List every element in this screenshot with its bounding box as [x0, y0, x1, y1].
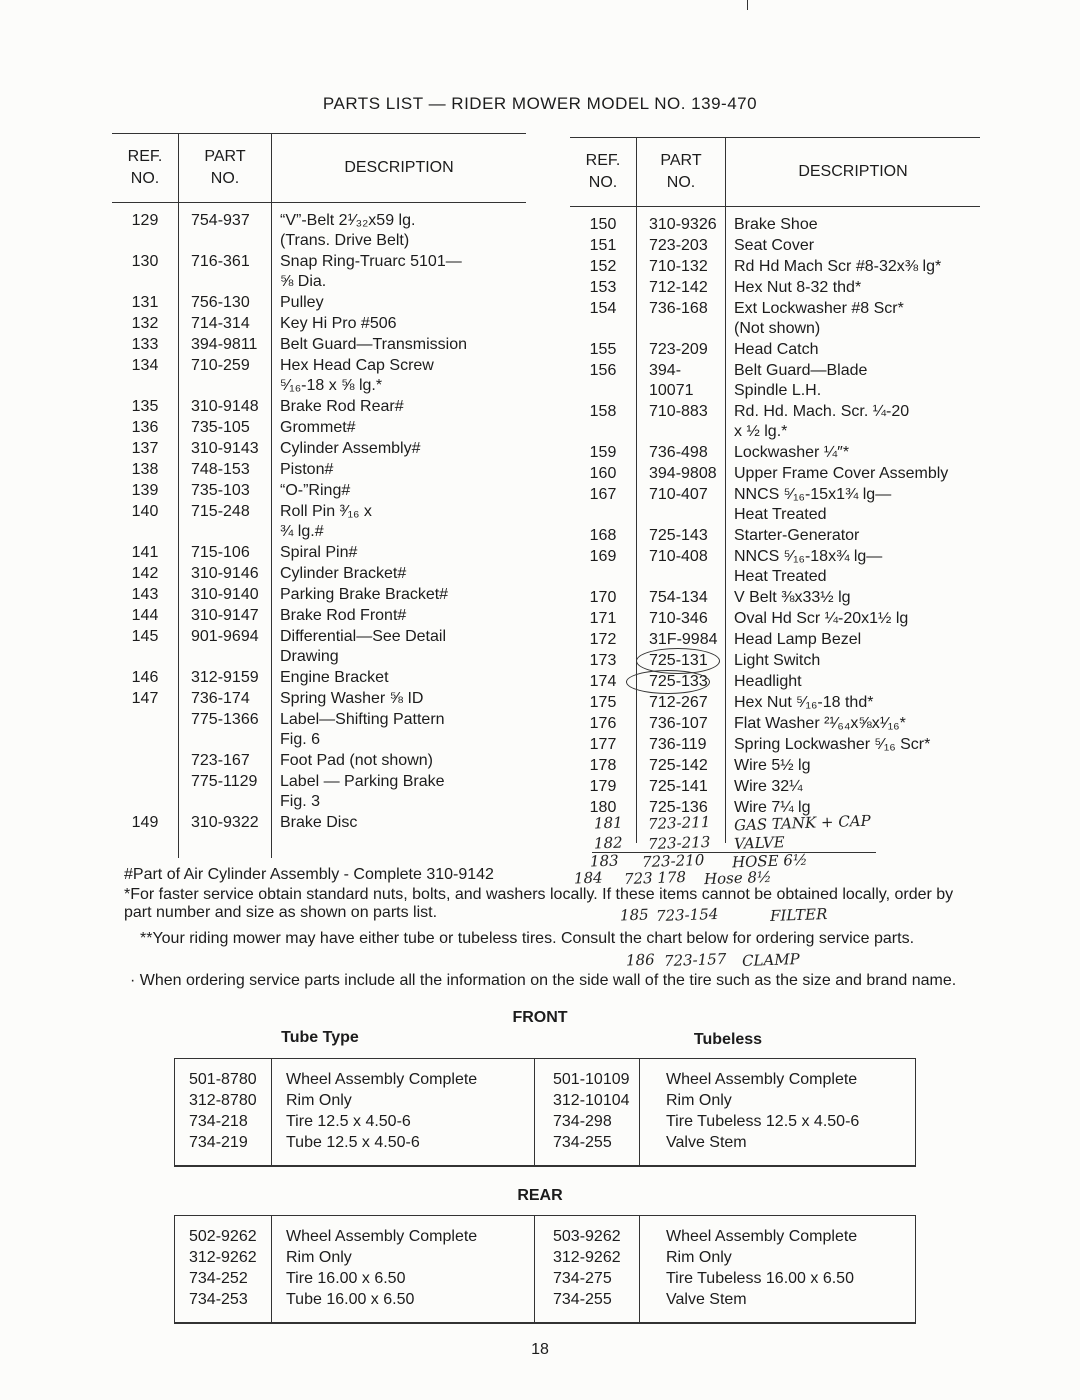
part-description: Hex Nut 8-32 thd*	[726, 278, 981, 299]
table-row	[570, 630, 980, 651]
ref-number: 141	[131, 544, 159, 561]
ref-number: 168	[589, 527, 617, 544]
table-row	[112, 481, 526, 502]
part-header: PART NO.	[179, 134, 272, 203]
part-description: Ext Lockwasher #8 Scr* (Not shown)	[726, 299, 981, 340]
part-header: PART NO.	[637, 138, 726, 207]
table-row	[175, 1216, 916, 1248]
handwritten-description: CLAMP	[741, 949, 801, 971]
part-number: 735-103	[179, 481, 272, 502]
ref-number	[112, 751, 179, 772]
part-description: Wire 5½ lg	[726, 756, 981, 777]
part-number: 310-9146	[179, 564, 272, 585]
tube-part-number: 734-218	[189, 1113, 248, 1130]
table-row	[570, 278, 980, 299]
handwritten-ref: 183	[589, 851, 619, 871]
ref-number: 170	[589, 589, 617, 606]
part-number: 712-267	[637, 693, 726, 714]
tube-description: Tube 12.5 x 4.50-6	[272, 1132, 535, 1166]
table-row	[570, 340, 980, 361]
ref-number: 155	[589, 341, 617, 358]
parts-list-left	[112, 203, 526, 859]
part-number: 754-937	[179, 203, 272, 253]
part-description: Rd Hd Mach Scr #8-32x⅜ lg*	[726, 257, 981, 278]
ref-number: 179	[589, 778, 617, 795]
part-description: Parking Brake Bracket#	[272, 585, 527, 606]
part-number: 736-119	[637, 735, 726, 756]
tube-part-number: 734-219	[189, 1134, 248, 1151]
part-number: 715-106	[179, 543, 272, 564]
scan-mark	[747, 0, 748, 10]
handwritten-ref: 185	[619, 905, 649, 925]
part-description: Spring Washer ⅝ ID	[272, 689, 527, 710]
part-number: 754-134	[637, 588, 726, 609]
tube-part-number: 734-253	[189, 1291, 248, 1308]
table-header	[112, 134, 526, 203]
part-description: NNCS ⁵⁄₁₆-18x¾ lg— Heat Treated	[726, 547, 981, 588]
handwritten-part: 723 178	[623, 867, 687, 889]
part-number: 31F-9984	[637, 630, 726, 651]
part-description: Spring Lockwasher ⁵⁄₁₆ Scr*	[726, 735, 981, 756]
ref-number: 143	[131, 586, 159, 603]
tubeless-part-number: 734-275	[535, 1268, 640, 1289]
table-row	[570, 588, 980, 609]
ref-number: 154	[589, 300, 617, 317]
ref-number: 175	[589, 694, 617, 711]
table-row	[112, 335, 526, 356]
ref-number: 158	[589, 403, 617, 420]
part-description: Lockwasher ¼″*	[726, 443, 981, 464]
table-row	[175, 1059, 916, 1091]
tubeless-part-number: 501-10109	[535, 1059, 640, 1091]
part-number: 310-9143	[179, 439, 272, 460]
ref-number: 169	[589, 548, 617, 565]
part-description: Starter-Generator	[726, 526, 981, 547]
handwritten-description: HOSE 6½	[731, 850, 808, 872]
ref-number: 149	[131, 814, 159, 831]
table-row	[175, 1268, 916, 1289]
ref-number: 180	[589, 799, 617, 816]
front-heading: FRONT	[512, 1009, 568, 1026]
tube-description: Tire 12.5 x 4.50-6	[272, 1111, 535, 1132]
ref-number	[112, 772, 179, 813]
part-number: 725-142	[637, 756, 726, 777]
ref-number: 140	[131, 503, 159, 520]
handwritten-ref: 182	[593, 833, 623, 853]
tubeless-description: Rim Only	[640, 1247, 916, 1268]
part-description: Snap Ring-Truarc 5101— ⅝ Dia.	[272, 252, 527, 293]
handwritten-part: 723-210	[641, 850, 705, 872]
part-description: “O-”Ring#	[272, 481, 527, 502]
ref-number	[112, 710, 179, 751]
tubeless-description: Wheel Assembly Complete	[640, 1216, 916, 1248]
table-row	[570, 299, 980, 340]
ref-number: 144	[131, 607, 159, 624]
part-description: Differential—See Detail Drawing	[272, 627, 527, 668]
handwritten-description: GAS TANK + CAP	[733, 811, 871, 835]
table-row	[112, 606, 526, 627]
part-description: Head Catch	[726, 340, 981, 361]
ref-number: 152	[589, 258, 617, 275]
part-description: Foot Pad (not shown)	[272, 751, 527, 772]
front-wheel-table	[174, 1058, 916, 1167]
handwritten-part: 723-211	[647, 812, 711, 834]
table-row	[112, 397, 526, 418]
part-description: Key Hi Pro #506	[272, 314, 527, 335]
table-row	[175, 1247, 916, 1268]
table-row	[570, 443, 980, 464]
part-description: Headlight	[726, 672, 981, 693]
part-description: Spiral Pin#	[272, 543, 527, 564]
tubeless-description: Valve Stem	[640, 1132, 916, 1166]
table-row	[112, 689, 526, 710]
ref-number: 171	[589, 610, 617, 627]
description-header: DESCRIPTION	[272, 134, 527, 203]
part-number: 736-168	[637, 299, 726, 340]
part-number: 394-9808	[637, 464, 726, 485]
tubeless-description: Tire Tubeless 12.5 x 4.50-6	[640, 1111, 916, 1132]
part-number: 710-883	[637, 402, 726, 443]
table-row	[570, 693, 980, 714]
table-row	[112, 564, 526, 585]
part-number: 710-407	[637, 485, 726, 526]
part-number: 775-1366	[179, 710, 272, 751]
table-row	[112, 772, 526, 813]
tubeless-part-number: 503-9262	[535, 1216, 640, 1248]
part-description: Grommet#	[272, 418, 527, 439]
part-number: 712-142	[637, 278, 726, 299]
tube-description: Wheel Assembly Complete	[272, 1059, 535, 1091]
ref-number: 160	[589, 465, 617, 482]
handwritten-ref: 184	[573, 868, 603, 888]
part-description: Wire 32¼	[726, 777, 981, 798]
table-row	[570, 257, 980, 278]
part-description: Engine Bracket	[272, 668, 527, 689]
table-row	[570, 207, 980, 237]
part-number: 310-9148	[179, 397, 272, 418]
table-row	[112, 543, 526, 564]
handwritten-description: VALVE	[733, 833, 785, 853]
tubeless-part-number: 312-9262	[535, 1247, 640, 1268]
part-description: Hex Head Cap Screw ⁵⁄₁₆-18 x ⅝ lg.*	[272, 356, 527, 397]
part-description: Brake Shoe	[726, 207, 981, 237]
table-row	[570, 714, 980, 735]
tubeless-heading: Tubeless	[693, 1031, 763, 1048]
table-row	[570, 777, 980, 798]
part-number: 723-209	[637, 340, 726, 361]
part-number: 394-10071	[637, 361, 726, 402]
ref-number: 174	[589, 673, 617, 690]
note-ordering-tires: · When ordering service parts include all the information on the side wall of the tire such as the size and brand name.	[130, 972, 957, 989]
table-row	[112, 502, 526, 543]
rear-heading: REAR	[517, 1187, 563, 1204]
tubeless-description: Tire Tubeless 16.00 x 6.50	[640, 1268, 916, 1289]
part-description: Brake Disc	[272, 813, 527, 834]
part-description: Rd. Hd. Mach. Scr. ¼-20 x ½ lg.*	[726, 402, 981, 443]
ref-number: 145	[131, 628, 159, 645]
handwritten-ref: 186	[625, 950, 655, 970]
tube-part-number: 502-9262	[189, 1228, 257, 1245]
table-row	[112, 668, 526, 689]
table-row	[112, 356, 526, 397]
note-standard-hardware: *For faster service obtain standard nuts, bolts, and washers locally. If these items cannot be obtained locally, order by part number and size as shown on parts list.	[124, 886, 954, 921]
ref-header: REF. NO.	[112, 134, 179, 203]
part-number: 725-141	[637, 777, 726, 798]
part-number: 310-9322	[179, 813, 272, 834]
ref-number: 173	[589, 652, 617, 669]
ref-header: REF. NO.	[570, 138, 637, 207]
part-number: 310-9326	[637, 207, 726, 237]
part-number: 312-9159	[179, 668, 272, 689]
rear-wheel-table	[174, 1215, 916, 1324]
table-row	[112, 751, 526, 772]
part-description: Belt Guard—Transmission	[272, 335, 527, 356]
part-description: Cylinder Bracket#	[272, 564, 527, 585]
ref-number: 178	[589, 757, 617, 774]
table-row	[112, 710, 526, 751]
handwritten-part: 723-157	[663, 949, 727, 971]
table-row	[570, 236, 980, 257]
table-header	[570, 138, 980, 207]
handwritten-description: FILTER	[769, 905, 828, 925]
part-number: 901-9694	[179, 627, 272, 668]
note-tire-type: **Your riding mower may have either tube or tubeless tires. Consult the chart below for ordering service parts.	[140, 930, 915, 947]
ref-number: 136	[131, 419, 159, 436]
part-number: 736-174	[179, 689, 272, 710]
part-description: Pulley	[272, 293, 527, 314]
table-row	[175, 1132, 916, 1166]
part-description: Roll Pin ³⁄₁₆ x ¾ lg.#	[272, 502, 527, 543]
part-number: 725-131	[637, 651, 726, 672]
handwritten-description: Hose 8½	[703, 867, 772, 889]
table-row	[570, 526, 980, 547]
table-row	[112, 203, 526, 253]
table-row	[570, 485, 980, 526]
table-row	[112, 439, 526, 460]
ref-number: 137	[131, 440, 159, 457]
tube-description: Wheel Assembly Complete	[272, 1216, 535, 1248]
tube-part-number: 734-252	[189, 1270, 248, 1287]
part-description: Cylinder Assembly#	[272, 439, 527, 460]
ref-number: 129	[131, 212, 159, 229]
table-row	[570, 464, 980, 485]
tube-description: Tube 16.00 x 6.50	[272, 1289, 535, 1323]
tube-description: Tire 16.00 x 6.50	[272, 1268, 535, 1289]
ref-number: 177	[589, 736, 617, 753]
part-description: Flat Washer ²¹⁄₆₄x⅝x¹⁄₁₆*	[726, 714, 981, 735]
part-description: Brake Rod Rear#	[272, 397, 527, 418]
part-number: 725-143	[637, 526, 726, 547]
part-description: Hex Nut ⁵⁄₁₆-18 thd*	[726, 693, 981, 714]
ref-number: 139	[131, 482, 159, 499]
ref-number: 134	[131, 357, 159, 374]
part-description: Light Switch	[726, 651, 981, 672]
handwritten-part: 723-154	[655, 904, 719, 926]
page-number: 18	[531, 1341, 549, 1358]
part-number: 710-346	[637, 609, 726, 630]
part-number: 735-105	[179, 418, 272, 439]
handwritten-underline	[592, 852, 876, 853]
part-number: 775-1129	[179, 772, 272, 813]
part-description: Piston#	[272, 460, 527, 481]
tube-description: Rim Only	[272, 1247, 535, 1268]
part-number: 714-314	[179, 314, 272, 335]
table-row	[570, 609, 980, 630]
parts-table-right	[570, 137, 980, 843]
part-description: Oval Hd Scr ¼-20x1½ lg	[726, 609, 981, 630]
table-row	[570, 735, 980, 756]
tube-part-number: 312-9262	[189, 1249, 257, 1266]
description-header: DESCRIPTION	[726, 138, 981, 207]
table-row	[570, 756, 980, 777]
tubeless-description: Rim Only	[640, 1090, 916, 1111]
part-number: 748-153	[179, 460, 272, 481]
part-description: Head Lamp Bezel	[726, 630, 981, 651]
ref-number: 133	[131, 336, 159, 353]
table-row	[570, 651, 980, 672]
part-number: 736-107	[637, 714, 726, 735]
page-title: PARTS LIST — RIDER MOWER MODEL NO. 139-470	[322, 94, 758, 113]
ref-number: 147	[131, 690, 159, 707]
parts-list-right	[570, 207, 980, 844]
part-description: Label — Parking Brake Fig. 3	[272, 772, 527, 813]
ref-number: 153	[589, 279, 617, 296]
ref-number: 130	[131, 253, 159, 270]
tube-description: Rim Only	[272, 1090, 535, 1111]
part-description: “V”-Belt 2¹⁄₃₂x59 lg. (Trans. Drive Belt)	[272, 203, 527, 253]
part-description: NNCS ⁵⁄₁₆-15x1¾ lg— Heat Treated	[726, 485, 981, 526]
table-row	[570, 547, 980, 588]
ref-number: 172	[589, 631, 617, 648]
part-number: 715-248	[179, 502, 272, 543]
part-description: Upper Frame Cover Assembly	[726, 464, 981, 485]
part-number: 310-9147	[179, 606, 272, 627]
part-description: Label—Shifting Pattern Fig. 6	[272, 710, 527, 751]
part-number: 736-498	[637, 443, 726, 464]
part-number: 310-9140	[179, 585, 272, 606]
handwritten-ref: 181	[593, 813, 623, 833]
table-row	[112, 813, 526, 834]
ref-number: 150	[589, 216, 617, 233]
handwritten-circle	[626, 670, 710, 694]
tube-part-number: 312-8780	[189, 1092, 257, 1109]
ref-number: 146	[131, 669, 159, 686]
tube-type-heading: Tube Type	[281, 1029, 359, 1046]
table-row	[175, 1289, 916, 1323]
part-description: Belt Guard—Blade Spindle L.H.	[726, 361, 981, 402]
part-description: Wire 7¼ lg	[726, 798, 981, 819]
part-number: 710-408	[637, 547, 726, 588]
part-number: 723-203	[637, 236, 726, 257]
table-row	[112, 418, 526, 439]
tubeless-description: Wheel Assembly Complete	[640, 1059, 916, 1091]
table-row	[112, 627, 526, 668]
tubeless-part-number: 734-255	[535, 1132, 640, 1166]
table-row	[112, 252, 526, 293]
ref-number: 156	[589, 362, 617, 379]
ref-number: 167	[589, 486, 617, 503]
table-row	[112, 314, 526, 335]
part-description: Brake Rod Front#	[272, 606, 527, 627]
tubeless-part-number: 734-298	[535, 1111, 640, 1132]
tubeless-description: Valve Stem	[640, 1289, 916, 1323]
note-air-cylinder: #Part of Air Cylinder Assembly - Complete 310-9142	[124, 866, 494, 883]
table-row	[112, 460, 526, 481]
part-number: 716-361	[179, 252, 272, 293]
part-number: 725-133	[637, 672, 726, 693]
part-description: V Belt ⅜x33½ lg	[726, 588, 981, 609]
table-row	[112, 293, 526, 314]
tube-part-number: 501-8780	[189, 1071, 257, 1088]
part-number: 710-259	[179, 356, 272, 397]
part-number: 394-9811	[179, 335, 272, 356]
tubeless-part-number: 312-10104	[535, 1090, 640, 1111]
ref-number: 135	[131, 398, 159, 415]
part-number: 725-136	[637, 798, 726, 819]
table-row	[570, 361, 980, 402]
part-description: Seat Cover	[726, 236, 981, 257]
part-number: 756-130	[179, 293, 272, 314]
ref-number: 142	[131, 565, 159, 582]
ref-number: 151	[589, 237, 617, 254]
ref-number: 176	[589, 715, 617, 732]
table-row	[570, 402, 980, 443]
part-number: 723-167	[179, 751, 272, 772]
parts-table-left	[112, 133, 526, 858]
table-row	[175, 1111, 916, 1132]
ref-number: 131	[131, 294, 159, 311]
table-row	[175, 1090, 916, 1111]
ref-number: 132	[131, 315, 159, 332]
part-number: 710-132	[637, 257, 726, 278]
ref-number: 159	[589, 444, 617, 461]
table-row	[112, 585, 526, 606]
ref-number: 138	[131, 461, 159, 478]
handwritten-part: 723-213	[647, 832, 711, 854]
tubeless-part-number: 734-255	[535, 1289, 640, 1323]
